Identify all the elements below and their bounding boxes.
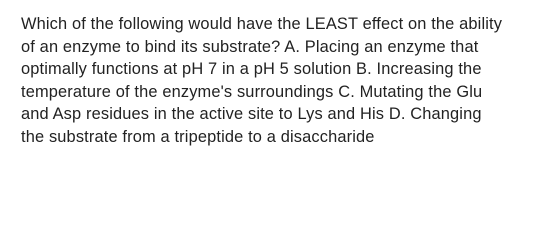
question-line: of an enzyme to bind its substrate? A. Placing an enzyme that [21, 37, 479, 56]
question-line: optimally functions at pH 7 in a pH 5 solution B. Increasing the [21, 60, 482, 78]
question-line: and Asp residues in the active site to Lys and His D. Changing [21, 105, 482, 123]
question-line: the substrate from a tripeptide to a disaccharide [21, 127, 375, 146]
question-line: Which of the following would have the LEAST effect on the ability [21, 15, 503, 33]
question-line: temperature of the enzyme's surroundings C. Mutating the Glu [21, 82, 483, 101]
question-text [21, 13, 549, 148]
